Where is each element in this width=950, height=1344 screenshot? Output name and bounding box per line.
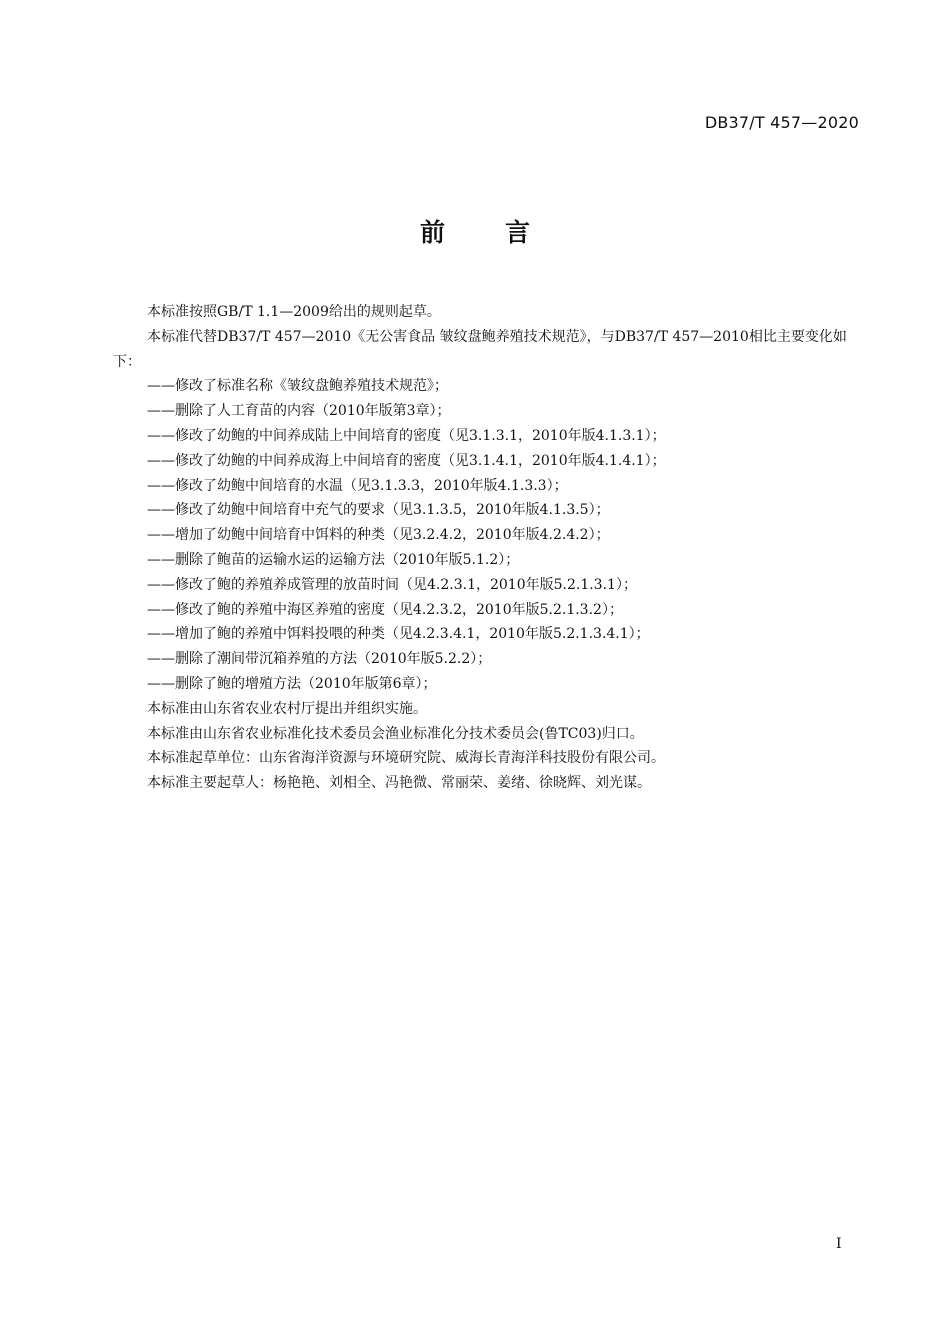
change-item: ——删除了潮间带沉箱养殖的方法（2010年版5.2.2）； bbox=[147, 651, 492, 668]
proposer-paragraph: 本标准由山东省农业农村厅提出并组织实施。 bbox=[147, 700, 427, 717]
document-code: DB37/T 457—2020 bbox=[704, 113, 859, 132]
change-item: ——增加了鲍的养殖中饵料投喂的种类（见4.2.3.4.1，2010年版5.2.1.3.4.1）； bbox=[147, 626, 650, 643]
change-item: ——修改了幼鲍中间培育中充气的要求（见3.1.3.5，2010年版4.1.3.5）； bbox=[147, 502, 610, 519]
page-number: I bbox=[836, 1236, 842, 1252]
change-item: ——修改了幼鲍的中间养成海上中间培育的密度（见3.1.4.1，2010年版4.1.4.1）； bbox=[147, 452, 666, 469]
intro-paragraph-2: 本标准代替DB37/T 457—2010《无公害食品 皱纹盘鲍养殖技术规范》，与DB37/T 457—2010相比主要变化如下： bbox=[113, 328, 847, 370]
foreword-body bbox=[113, 300, 863, 796]
change-item: ——修改了幼鲍的中间养成陆上中间培育的密度（见3.1.3.1，2010年版4.1.3.1）； bbox=[147, 427, 666, 444]
drafters-paragraph: 本标准主要起草人：杨艳艳、刘相全、冯艳微、常丽荣、姜绪、徐晓辉、刘光谋。 bbox=[147, 775, 651, 792]
change-item: ——修改了标准名称《皱纹盘鲍养殖技术规范》； bbox=[147, 378, 448, 395]
changes-list bbox=[113, 374, 863, 696]
change-item: ——删除了人工育苗的内容（2010年版第3章）； bbox=[147, 403, 451, 420]
change-item: ——增加了幼鲍中间培育中饵料的种类（见3.2.4.2，2010年版4.2.4.2）； bbox=[147, 527, 610, 544]
change-item: ——修改了鲍的养殖养成管理的放苗时间（见4.2.3.1，2010年版5.2.1.3.1）； bbox=[147, 576, 637, 593]
centralized-paragraph: 本标准由山东省农业标准化技术委员会渔业标准化分技术委员会(鲁TC03)归口。 bbox=[147, 725, 644, 742]
change-item: ——修改了幼鲍中间培育的水温（见3.1.3.3，2010年版4.1.3.3）； bbox=[147, 477, 568, 494]
intro-paragraph-1: 本标准按照GB/T 1.1—2009给出的规则起草。 bbox=[147, 304, 441, 320]
drafting-units-paragraph: 本标准起草单位：山东省海洋资源与环境研究院、威海长青海洋科技股份有限公司。 bbox=[147, 750, 665, 767]
change-item: ——删除了鲍苗的运输水运的运输方法（2010年版5.1.2）； bbox=[147, 551, 520, 568]
change-item: ——修改了鲍的养殖中海区养殖的密度（见4.2.3.2，2010年版5.2.1.3.2）； bbox=[147, 601, 623, 618]
change-item: ——删除了鲍的增殖方法（2010年版第6章）； bbox=[147, 675, 437, 692]
title-char-1: 前 bbox=[419, 218, 445, 247]
page-title bbox=[0, 213, 950, 249]
title-char-2: 言 bbox=[505, 218, 531, 247]
